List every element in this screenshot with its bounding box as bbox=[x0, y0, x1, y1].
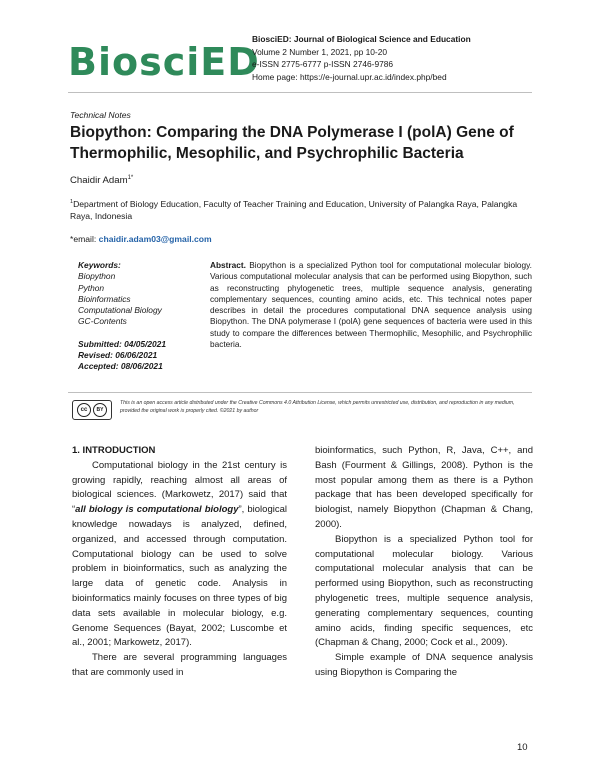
keyword-item: GC-Contents bbox=[78, 316, 127, 327]
cc-license-icon[interactable] bbox=[72, 400, 112, 420]
page-number: 10 bbox=[517, 742, 528, 753]
section-type: Technical Notes bbox=[70, 110, 131, 120]
dates-block bbox=[78, 339, 208, 373]
paragraph-text: ”, biological knowledge nowadays is analyzed, defined, organized, and accessed through computation. Computational biology can be used to solve problem in bioinformatics, such as analyzing the large data of genetic code. Analysis in bioinformatics mainly focuses on three types of big data sets available in molecular biology, e.g. Genome Sequences (Bayat, 2002; Luscombe et al., 2001; Markowetz, 2017). bbox=[72, 504, 287, 649]
keyword-item: Python bbox=[78, 282, 105, 293]
by-icon: BY bbox=[93, 403, 107, 417]
author bbox=[70, 175, 133, 186]
author-name: Chaidir Adam bbox=[70, 175, 128, 187]
body-paragraph: There are several programming languages that are commonly used in bbox=[72, 652, 287, 678]
keyword-item: Biopython bbox=[78, 271, 116, 282]
affiliation bbox=[70, 196, 532, 222]
keyword-item: Bioinformatics bbox=[78, 293, 131, 304]
affiliation-text: Department of Biology Education, Faculty of Teacher Training and Education, University of Palangka Raya, Palangka Raya, Indonesia bbox=[70, 198, 518, 221]
journal-homepage[interactable]: Home page: https://e-journal.upr.ac.id/index.php/bed bbox=[252, 71, 447, 82]
revised-label: Revised: bbox=[78, 350, 113, 361]
body-column-right bbox=[315, 444, 533, 681]
journal-logo: BiosciED bbox=[68, 40, 260, 84]
email-address[interactable]: chaidir.adam03@gmail.com bbox=[98, 234, 212, 244]
section-heading: 1. INTRODUCTION bbox=[72, 445, 156, 456]
abstract-divider bbox=[68, 392, 532, 393]
cc-icon: cc bbox=[77, 403, 91, 417]
accepted-label: Accepted: bbox=[78, 361, 119, 372]
revised-value: 06/06/2021 bbox=[115, 350, 158, 361]
keywords-heading: Keywords: bbox=[78, 260, 121, 270]
email-line bbox=[70, 234, 212, 244]
header-divider bbox=[68, 92, 532, 93]
journal-volume: Volume 2 Number 1, 2021, pp 10-20 bbox=[252, 46, 388, 57]
affiliation-sup: 1 bbox=[70, 199, 74, 205]
keywords-list bbox=[78, 271, 208, 327]
revised-date bbox=[78, 350, 208, 361]
abstract-label: Abstract. bbox=[210, 260, 246, 270]
submitted-label: Submitted: bbox=[78, 338, 122, 349]
article-title: Biopython: Comparing the DNA Polymerase I (polA) Gene of Thermophilic, Mesophilic, and Psychrophilic Bacteria bbox=[70, 124, 514, 162]
submitted-date bbox=[78, 339, 208, 350]
journal-info bbox=[252, 33, 471, 83]
body-paragraph: bioinformatics, such Python, R, Java, C++, and Bash (Fourment & Gillings, 2008). Python is the most popular among them as there is a Python package that has been developed specifically for biologist, namely Biopython (Chapman & Chang, 2000). bbox=[315, 445, 533, 530]
body-paragraph: Simple example of DNA sequence analysis using Biopython is Comparing the bbox=[315, 652, 533, 678]
paragraph-text: Computational biology in the 21st century is growing rapidly, reaching almost all areas of biological sciences. (Markowetz, 2017) said that “ bbox=[72, 459, 287, 516]
author-sup: 1* bbox=[127, 175, 134, 181]
email-label: *email: bbox=[70, 234, 97, 244]
quote-emphasis: all biology is computational biology bbox=[75, 504, 239, 516]
body-column-left bbox=[72, 444, 287, 681]
keywords-block bbox=[78, 260, 208, 373]
accepted-value: 08/06/2021 bbox=[120, 361, 163, 372]
body-paragraph: Biopython is a specialized Python tool for computational molecular biology. Various computational molecular analysis that can be performed using Biopython, such as reconstructing phylogenetic trees, multiple sequence analysis, generating complementary sequences, counting amino acids, finding specific sequences, etc (Chapman & Chang, 2000; Cock et al., 2009). bbox=[315, 533, 533, 649]
journal-issn: e-ISSN 2775-6777 p-ISSN 2746-9786 bbox=[252, 59, 394, 69]
abstract bbox=[210, 260, 532, 350]
journal-title: BiosciED: Journal of Biological Science and Education bbox=[252, 34, 471, 44]
license-text: This is an open access article distributed under the Creative Commons 4.0 Attribution License, which permits unrestricted use, distribution, and reproduction in any medium, provided the original work is properly cited. ©2021 by author bbox=[120, 400, 515, 414]
body-paragraph bbox=[72, 459, 287, 651]
accepted-date bbox=[78, 361, 208, 372]
submitted-value: 04/05/2021 bbox=[124, 338, 166, 349]
keyword-item: Computational Biology bbox=[78, 305, 162, 316]
abstract-text: Biopython is a specialized Python tool for computational molecular biology. Various computational molecular analysis that can be performed using Biopython, such as reconstructing phylogenetic trees, multiple sequence analysis, generating complementary sequences, counting amino acids, etc. This technical notes paper describes in detail the procedures computational DNA sequence analysis using Biopython. The DNA polymerase I (polA) gene sequences of bacteria were used in this study to compare the differences between Thermophilic, Mesophilic, and Psychrophilic bacteria. bbox=[210, 260, 532, 350]
